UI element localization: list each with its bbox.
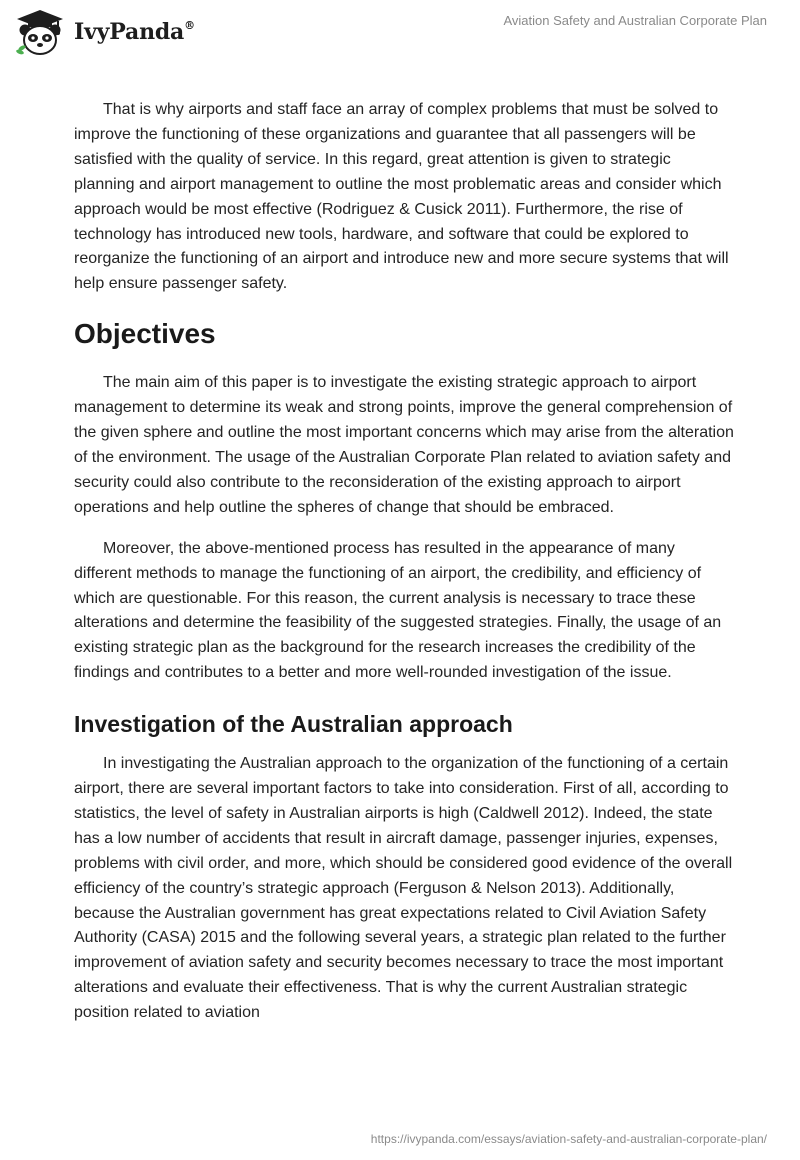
investigation-heading: Investigation of the Australian approach (74, 711, 513, 738)
essay-content (74, 98, 734, 1042)
source-url[interactable]: https://ivypanda.com/essays/aviation-safety-and-australian-corporate-plan/ (370, 1132, 767, 1146)
intro-paragraph: That is why airports and staff face an array of complex problems that must be solved to improve the functioning of these organizations and guarantee that all passengers will be satisfied with the quality of service. In this regard, great attention is given to strategic planning and airport management to outline the most problematic areas and consider which approach would be most effective (Rodriguez & Cusick 2011). Furthermore, the rise of technology has introduced new tools, hardware, and software that could be explored to reorganize the functioning of an airport and introduce new and more secure systems that will help ensure passenger safety. (74, 101, 729, 293)
brand-wordmark: IvyPanda (74, 19, 185, 45)
registered-mark: ® (184, 18, 195, 32)
objectives-paragraph-2: Moreover, the above-mentioned process has resulted in the appearance of many different methods to manage the functioning of an airport, the credibility, and efficiency of which are questionable. For this reason, the current analysis is necessary to trace these alterations and determine the feasibility of the suggested strategies. Finally, the usage of an existing strategic plan as the background for the research increases the credibility of the findings and contributes to a better and more well-rounded investigation of the issue. (74, 539, 722, 682)
panda-graduate-icon (14, 8, 66, 56)
objectives-heading: Objectives (74, 318, 216, 350)
objectives-paragraph-1: The main aim of this paper is to investigate the existing strategic approach to airport management to determine its weak and strong points, improve the general comprehension of the given sphere and outline the most important concerns which may arise from the alteration of the environment. The usage of the Australian Corporate Plan related to aviation safety and security could also contribute to the reconsideration of the existing approach to airport operations and help outline the spheres of change that should be embraced. (74, 374, 734, 516)
brand-name (74, 19, 195, 45)
investigation-paragraph: In investigating the Australian approach to the organization of the functioning of a certain airport, there are several important factors to take into consideration. First of all, according to statistics, the level of safety in Australian airports is high (Caldwell 2012). Indeed, the state has a low number of accidents that result in aircraft damage, passenger injuries, expenses, problems with civil order, and more, which should be considered good evidence of the overall efficiency of the country’s strategic approach (Ferguson & Nelson 2013). Additionally, because the Australian government has great expectations related to Civil Aviation Safety Authority (CASA) 2015 and the following several years, a strategic plan related to the further improvement of aviation safety and security becomes necessary to trace the most important alterations and evaluate their effectiveness. That is why the current Australian strategic position related to aviation (74, 755, 733, 1022)
running-title: Aviation Safety and Australian Corporate Plan (503, 13, 767, 28)
ivypanda-logo[interactable] (14, 8, 195, 56)
page-header (0, 0, 800, 60)
